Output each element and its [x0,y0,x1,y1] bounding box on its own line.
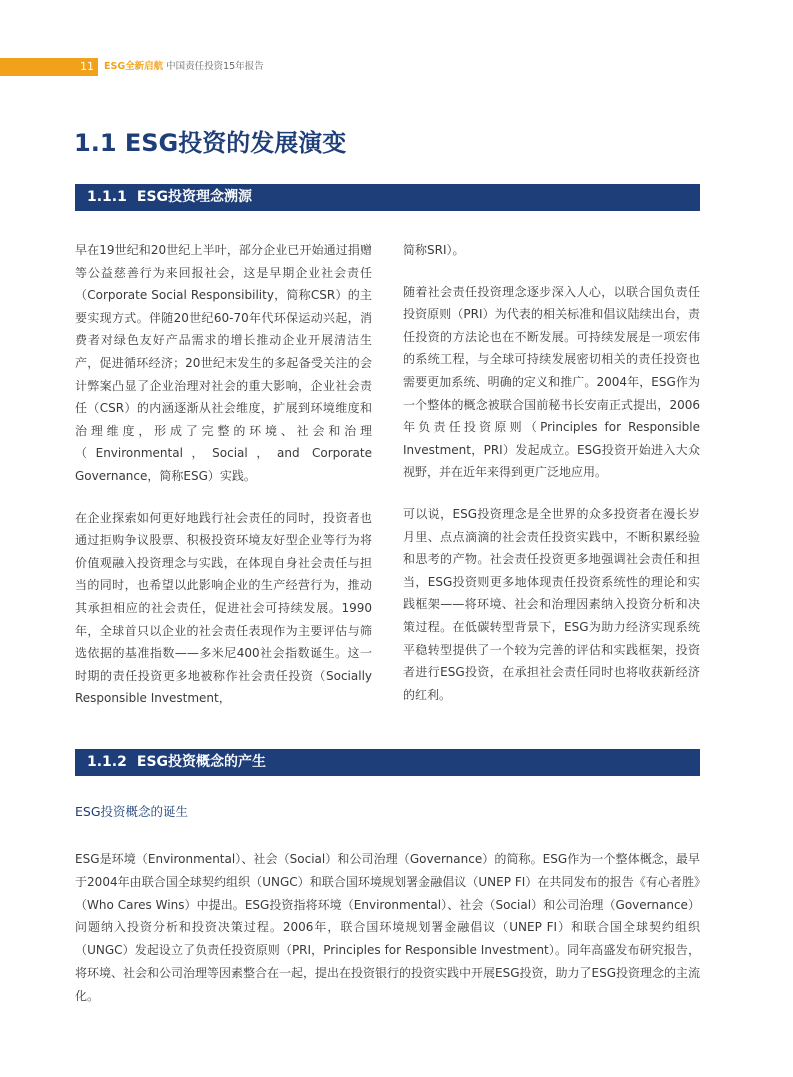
left-column [75,239,372,710]
paragraph: 随着社会责任投资理念逐步深入人心，以联合国负责任投资原则（PRI）为代表的相关标准和倡议陆续出台，责任投资的方法论也在不断发展。可持续发展是一项宏伟的系统工程，与全球可持续发展密切相关的责任投资也需要更加系统、明确的定义和推广。2004年，ESG作为一个整体的概念被联合国前秘书长安南正式提出，2006年负责任投资原则（Principles for Responsible Investment，PRI）发起成立。ESG投资开始进入大众视野，并在近年来得到更广泛地应用。 [403,284,700,480]
paragraph: 早在19世纪和20世纪上半叶，部分企业已开始通过捐赠等公益慈善行为来回报社会，这是早期企业社会责任（Corporate Social Responsibility，简称CSR）的主要实现方式。伴随20世纪60-70年代环保运动兴起，消费者对绿色友好产品需求的增长推动企业开展清洁生产，促进循环经济；20世纪末发生的多起备受关注的会计弊案凸显了企业治理对社会的重大影响，企业社会责任（CSR）的内涵逐渐从社会维度，扩展到环境维度和治理维度，形成了完整的环境、社会和治理（Environmental，Social，and Corporate Governance，简称ESG）实践。 [75,243,372,483]
paragraph: ESG是环境（Environmental）、社会（Social）和公司治理（Governance）的简称。ESG作为一个整体概念，最早于2004年由联合国全球契约组织（UNGC）和联合国环境规划署金融倡议（UNEP FI）在共同发布的报告《有心者胜》（Who Cares Wins）中提出。ESG投资指将环境（Environmental）、社会（Social）和公司治理（Governance）问题纳入投资分析和投资决策过程。2006年，联合国环境规划署金融倡议（UNEP FI）和联合国全球契约组织（UNGC）发起设立了负责任投资原则（PRI，Principles for Responsible Investment）。同年高盛发布研究报告，将环境、社会和公司治理等因素整合在一起，提出在投资银行的投资实践中开展ESG投资，助力了ESG投资理念的主流化。 [75,852,701,1003]
paragraph: 在企业探索如何更好地践行社会责任的同时，投资者也通过拒购争议股票、积极投资环境友好型企业等行为将价值观融入投资理念与实践，在体现自身社会责任与担当的同时，也希望以此影响企业的生产经营行为，推动其承担相应的社会责任，促进社会可持续发展。1990年，全球首只以企业的社会责任表现作为主要评估与筛选依据的基准指数——多米尼400社会指数诞生。这一时期的责任投资更多地被称作社会责任投资（Socially Responsible Investment， [75,510,372,706]
paragraph: 可以说，ESG投资理念是全世界的众多投资者在漫长岁月里、点点滴滴的社会责任投资实践中，不断积累经验和思考的产物。社会责任投资更多地强调社会责任和担当，ESG投资则更多地体现责任投资系统性的理论和实践框架——将环境、社会和治理因素纳入投资分析和决策过程。在低碳转型背景下，ESG为助力经济实现系统平稳转型提供了一个较为完善的评估和实践框架，投资者进行ESG投资，在承担社会责任同时也将收获新经济的红利。 [403,506,700,702]
sub-heading: ESG投资概念的诞生 [75,804,189,819]
section-title [74,126,346,160]
right-column [403,239,700,706]
full-width-text [75,848,700,1008]
subsection-number: 1.1.2 [87,754,127,770]
subsection-number: 1.1.1 [87,189,127,205]
section-number: 1.1 [74,129,117,157]
subsection-banner-1-1-2 [75,749,700,776]
paragraph: 简称SRI）。 [403,243,465,257]
subsection-title: ESG投资概念的产生 [136,754,267,770]
section-title-text: ESG投资的发展演变 [124,129,347,157]
page-number: 11 [0,58,98,76]
report-title: 中国责任投资15年报告 [166,61,264,72]
subsection-banner-1-1-1 [75,184,700,211]
publication-title [104,58,264,76]
subsection-title: ESG投资理念溯源 [136,189,253,205]
running-header [0,58,793,76]
brand-name: ESG全新启航 [104,61,164,72]
